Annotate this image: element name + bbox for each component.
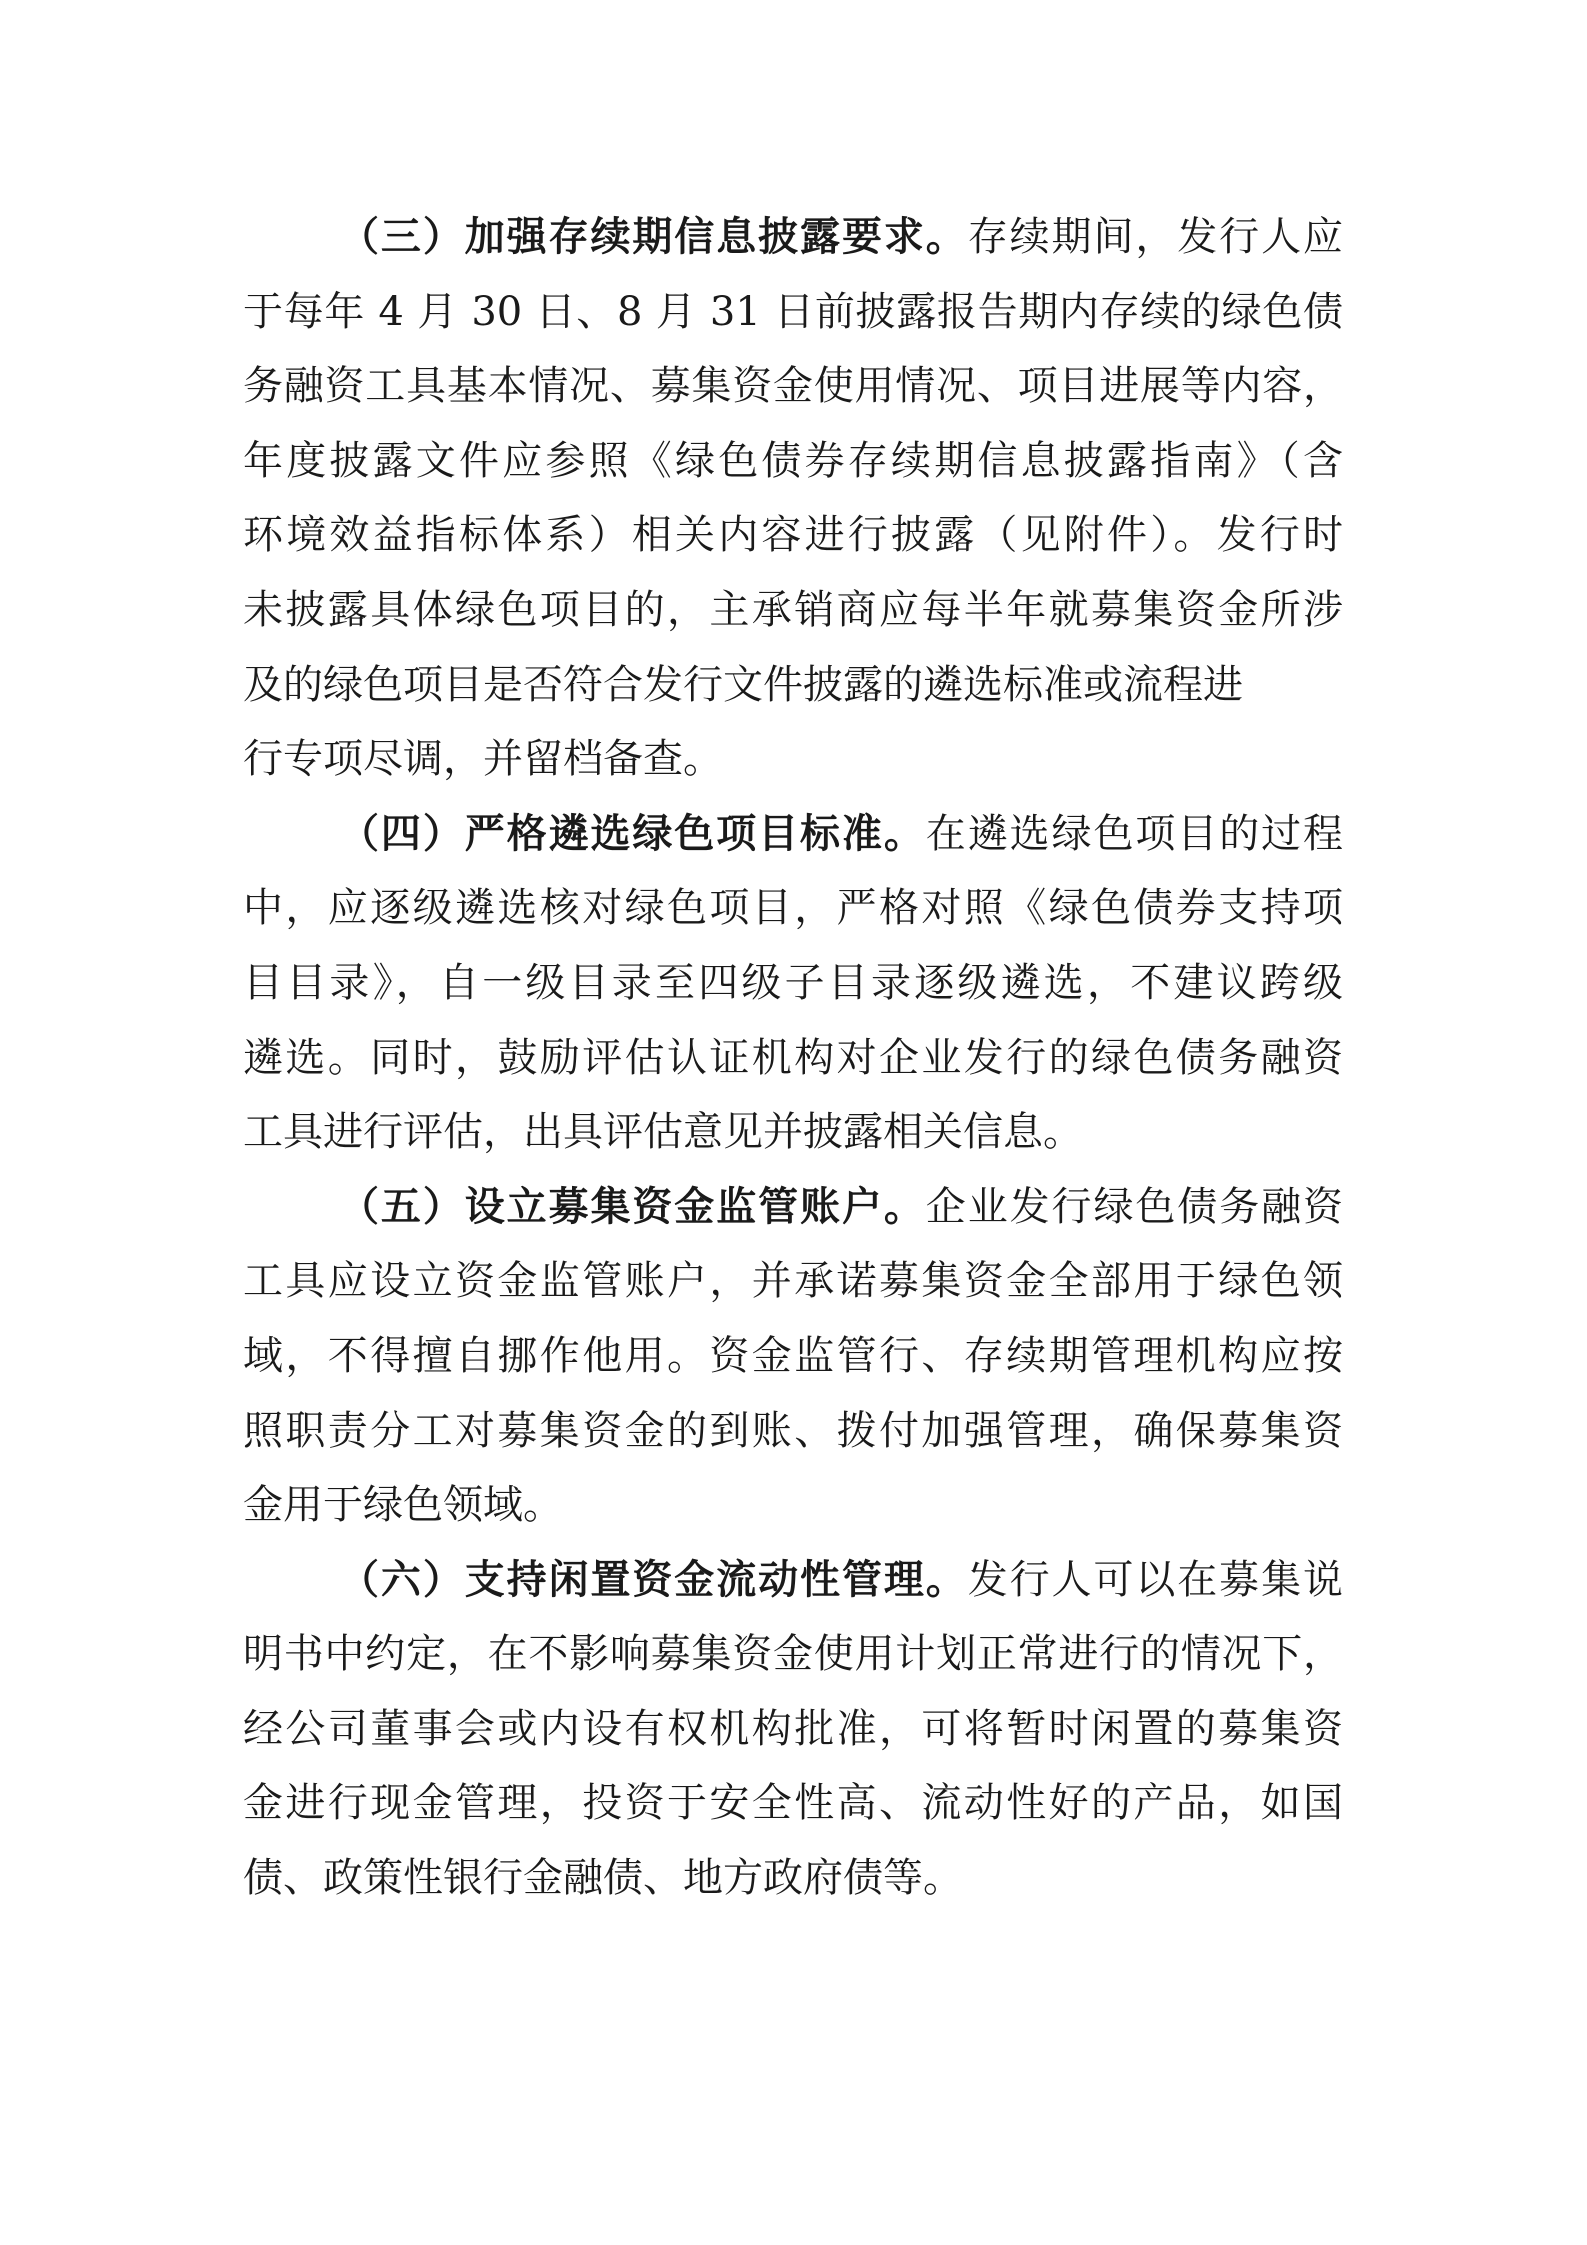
paragraph-line: 工具应设立资金监管账户，并承诺募集资金全部用于绿色领: [243, 1258, 1343, 1305]
section-5: [243, 1170, 1343, 1543]
paragraph-line: 务融资工具基本情况、募集资金使用情况、项目进展等内容，: [243, 363, 1343, 410]
paragraph-line: 工具进行评估，出具评估意见并披露相关信息。: [243, 1109, 1083, 1156]
paragraph-line: 域，不得擅自挪作他用。资金监管行、存续期管理机构应按: [243, 1332, 1343, 1379]
paragraph-line: 金进行现金管理，投资于安全性高、流动性好的产品，如国: [243, 1780, 1343, 1827]
paragraph-line: 金用于绿色领域。: [243, 1482, 563, 1529]
paragraph-line: 于每年 4 月 30 日、8 月 31 日前披露报告期内存续的绿色债: [243, 288, 1343, 335]
paragraph-line: 中，应逐级遴选核对绿色项目，严格对照《绿色债券支持项: [243, 885, 1343, 932]
section-4: [243, 797, 1343, 1170]
section-heading: （六）支持闲置资金流动性管理。: [339, 1556, 968, 1603]
paragraph-first-line: [243, 200, 1343, 275]
document-page: [243, 200, 1343, 1916]
paragraph-text: 企业发行绿色债务融资: [925, 1183, 1344, 1230]
paragraph-line: 未披露具体绿色项目的，主承销商应每半年就募集资金所涉: [243, 586, 1343, 633]
section-heading: （四）严格遴选绿色项目标准。: [339, 810, 926, 857]
paragraph-line: 明书中约定，在不影响募集资金使用计划正常进行的情况下，: [243, 1631, 1343, 1678]
paragraph-line: 行专项尽调，并留档备查。: [243, 736, 723, 783]
paragraph-text: 发行人可以在募集说: [967, 1556, 1344, 1603]
paragraph-first-line: [243, 1543, 1343, 1618]
paragraph-line: 年度披露文件应参照《绿色债券存续期信息披露指南》（含: [243, 437, 1343, 484]
section-heading: （五）设立募集资金监管账户。: [339, 1183, 926, 1230]
section-heading: （三）加强存续期信息披露要求。: [339, 214, 968, 260]
paragraph-line: 照职责分工对募集资金的到账、拨付加强管理，确保募集资: [243, 1407, 1343, 1454]
paragraph-line: 及的绿色项目是否符合发行文件披露的遴选标准或流程进: [243, 661, 1243, 708]
paragraph-first-line: [243, 797, 1343, 872]
paragraph-first-line: [243, 1170, 1343, 1245]
paragraph-line: 遴选。同时，鼓励评估认证机构对企业发行的绿色债务融资: [243, 1034, 1343, 1081]
paragraph-line: 环境效益指标体系）相关内容进行披露（见附件）。发行时: [243, 512, 1343, 559]
section-6: [243, 1543, 1343, 1916]
paragraph-line: 目目录》，自一级目录至四级子目录逐级遴选，不建议跨级: [243, 959, 1343, 1006]
paragraph-line: 经公司董事会或内设有权机构批准，可将暂时闲置的募集资: [243, 1705, 1343, 1752]
section-3: [243, 200, 1343, 797]
paragraph-text: 存续期间，发行人应: [967, 214, 1344, 260]
paragraph-line: 债、政策性银行金融债、地方政府债等。: [243, 1855, 963, 1902]
paragraph-text: 在遴选绿色项目的过程: [925, 810, 1344, 857]
